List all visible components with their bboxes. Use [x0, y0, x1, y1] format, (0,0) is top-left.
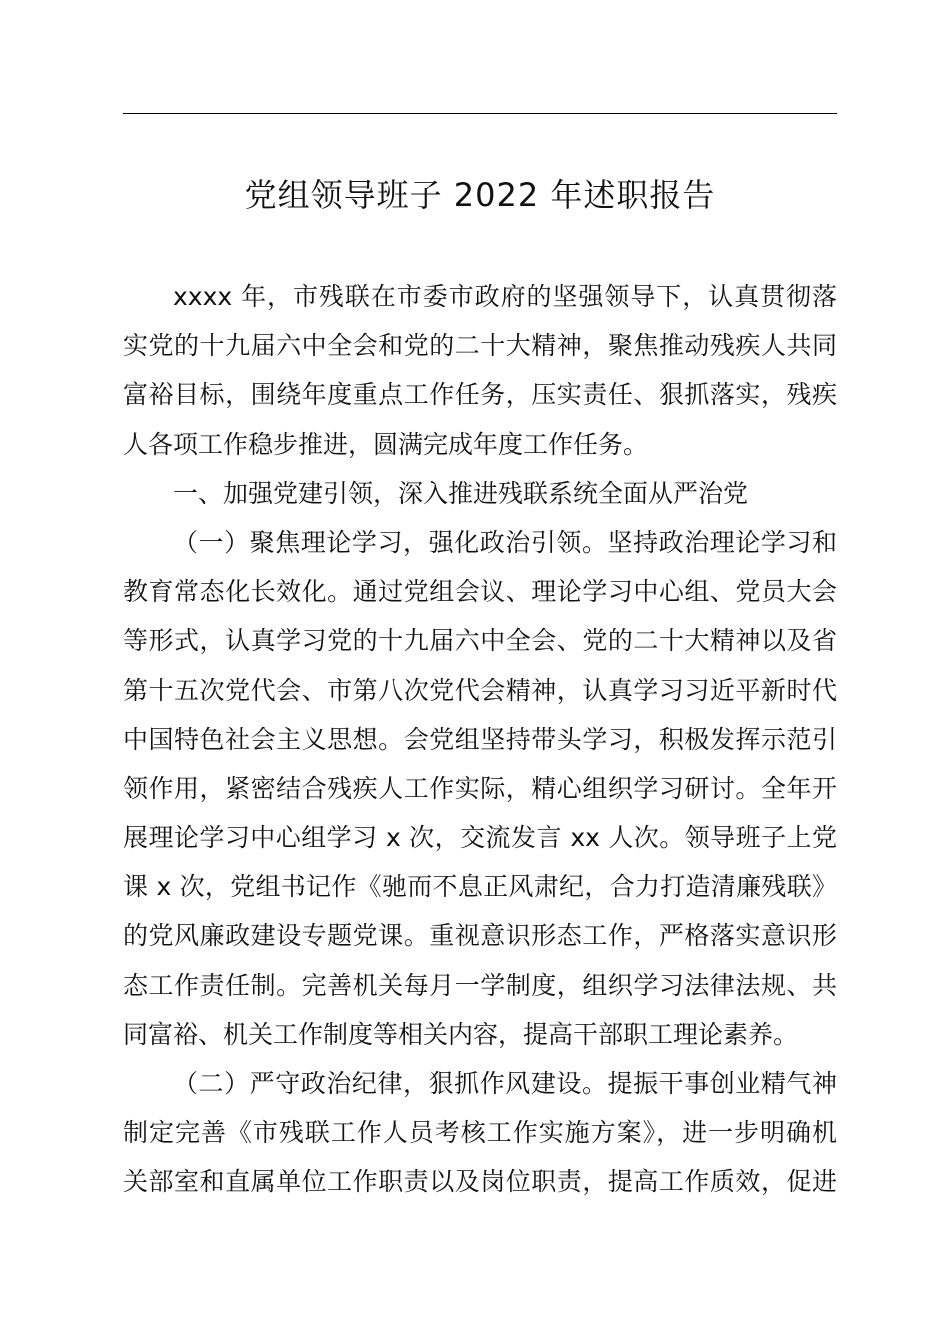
paragraph-1-line-4: 人各项工作稳步推进，圆满完成年度工作任务。	[123, 429, 649, 459]
paragraph-3-line-3: 关部室和直属单位工作职责以及岗位职责，提高工作质效，促进	[123, 1167, 837, 1197]
paragraph-1-line-1: xxxx 年，市残联在市委市政府的坚强领导下，认真贯彻落	[173, 282, 837, 311]
paragraph-2-line-3: 等形式，认真学习党的十九届六中全会、党的二十大精神以及省	[123, 626, 837, 656]
paragraph-2-line-8: 课 x 次，党组书记作《驰而不息正风肃纪，合力打造清廉残联》	[123, 872, 837, 902]
paragraph-2-line-1: （一）聚焦理论学习，强化政治引领。坚持政治理论学习和	[173, 527, 837, 557]
paragraph-2-line-11: 同富裕、机关工作制度等相关内容，提高干部职工理论素养。	[123, 1019, 799, 1049]
paragraph-1-line-3: 富裕目标，围绕年度重点工作任务，压实责任、狠抓落实，残疾	[123, 380, 837, 410]
document-title: 党组领导班子 2022 年述职报告	[244, 176, 716, 214]
paragraph-2-line-4: 第十五次党代会、市第八次党代会精神，认真学习习近平新时代	[123, 675, 837, 705]
paragraph-2-line-2: 教育常态化长效化。通过党组会议、理论学习中心组、党员大会	[123, 577, 837, 607]
section-heading-1: 一、加强党建引领，深入推进残联系统全面从严治党	[173, 478, 749, 508]
document-body	[123, 272, 837, 1207]
paragraph-2-line-7: 展理论学习中心组学习 x 次，交流发言 xx 人次。领导班子上党	[123, 823, 837, 853]
paragraph-2-line-5: 中国特色社会主义思想。会党组坚持带头学习，积极发挥示范引	[123, 724, 837, 754]
paragraph-2-line-10: 态工作责任制。完善机关每月一学制度，组织学习法律法规、共	[123, 970, 837, 1000]
paragraph-3-line-1: （二）严守政治纪律，狠抓作风建设。提振干事创业精气神	[173, 1069, 837, 1098]
paragraph-1-line-2: 实党的十九届六中全会和党的二十大精神，聚焦推动残疾人共同	[123, 331, 837, 361]
paragraph-3-line-2: 制定完善《市残联工作人员考核工作实施方案》，进一步明确机	[123, 1118, 837, 1148]
paragraph-2-line-6: 领作用，紧密结合残疾人工作实际，精心组织学习研讨。全年开	[123, 773, 837, 803]
paragraph-2-line-9: 的党风廉政建设专题党课。重视意识形态工作，严格落实意识形	[123, 921, 837, 951]
header-rule	[123, 113, 837, 114]
